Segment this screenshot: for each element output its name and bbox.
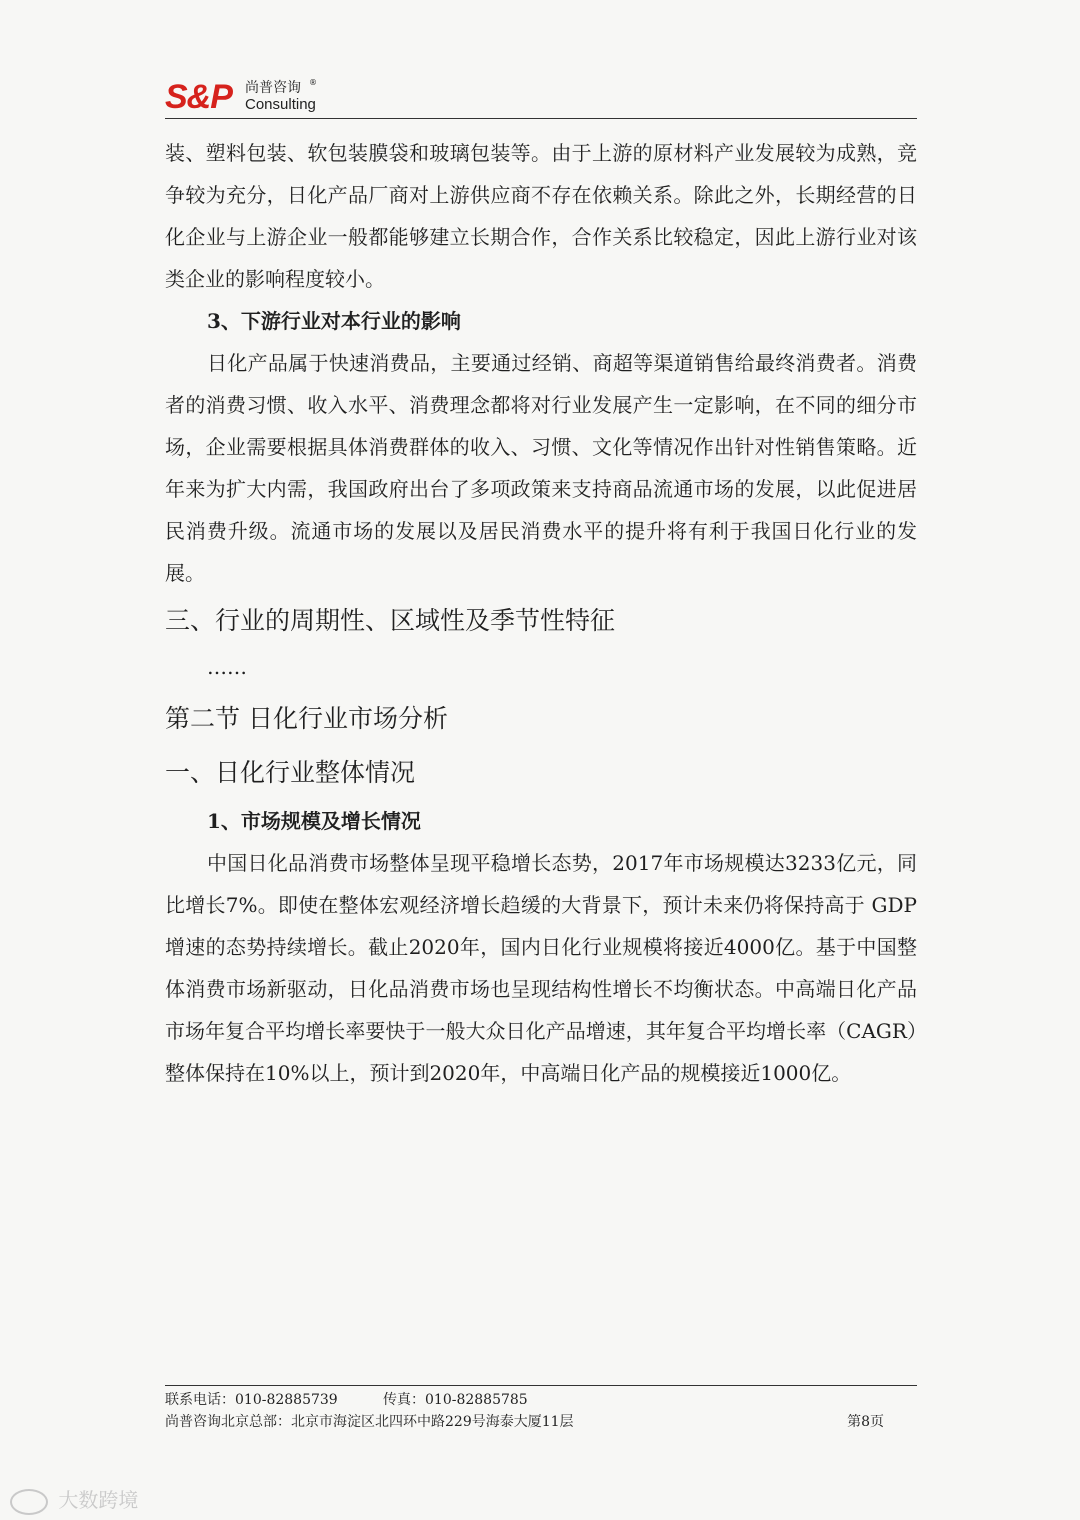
- watermark: [10, 1484, 138, 1515]
- paragraph-upstream: 装、塑料包装、软包装膜袋和玻璃包装等。由于上游的原材料产业发展较为成熟，竞争较为充分，日化产品厂商对上游供应商不存在依赖关系。除此之外，长期经营的日化企业与上游企业一般都能够建立长期合作，合作关系比较稳定，因此上游行业对该类企业的影响程度较小。: [165, 141, 917, 291]
- watermark-logo-icon: [10, 1489, 48, 1515]
- watermark-text: 大数跨境: [58, 1488, 139, 1512]
- heading-market-scale: 1、市场规模及增长情况: [207, 809, 421, 833]
- heading-section-2: 第二节 日化行业市场分析: [165, 704, 448, 733]
- heading-overall-situation: 一、日化行业整体情况: [165, 758, 416, 787]
- heading-industry-characteristics: 三、行业的周期性、区域性及季节性特征: [165, 606, 616, 635]
- logo-mark: S&P: [165, 78, 232, 116]
- footer-phone: 联系电话：010-82885739: [165, 1392, 338, 1408]
- header-divider: [165, 118, 917, 119]
- page-header: [165, 78, 917, 118]
- document-body: [165, 132, 917, 1094]
- ellipsis-text: ……: [207, 655, 247, 679]
- page-number: 第8页: [847, 1414, 884, 1430]
- paragraph-downstream: 日化产品属于快速消费品，主要通过经销、商超等渠道销售给最终消费者。消费者的消费习惯、收入水平、消费理念都将对行业发展产生一定影响，在不同的细分市场，企业需要根据具体消费群体的收入、习惯、文化等情况作出针对性销售策略。近年来为扩大内需，我国政府出台了多项政策来支持商品流通市场的发展，以此促进居民消费升级。流通市场的发展以及居民消费水平的提升将有利于我国日化行业的发展。: [165, 351, 917, 585]
- page-footer: [165, 1389, 917, 1433]
- heading-downstream-impact: 3、下游行业对本行业的影响: [207, 309, 461, 333]
- logo-chinese-name: 尚普咨询: [245, 80, 301, 96]
- registered-mark: ®: [309, 78, 317, 87]
- logo-english-name: Consulting: [245, 96, 316, 113]
- footer-address: 尚普咨询北京总部：北京市海淀区北四环中路229号海泰大厦11层: [165, 1414, 574, 1430]
- footer-fax: 传真：010-82885785: [383, 1392, 528, 1408]
- footer-divider: [165, 1385, 917, 1386]
- paragraph-market-scale: 中国日化品消费市场整体呈现平稳增长态势，2017年市场规模达3233亿元，同比增长7%。即使在整体宏观经济增长趋缓的大背景下，预计未来仍将保持高于 GDP 增速的态势持续增长。截止2020年，国内日化行业规模将接近4000亿。基于中国整体消费市场新驱动，日化品消费市场也呈现结构性增长不均衡状态。中高端日化产品市场年复合平均增长率要快于一般大众日化产品增速，其年复合平均增长率（CAGR）整体保持在10%以上，预计到2020年，中高端日化产品的规模接近1000亿。: [165, 851, 917, 1085]
